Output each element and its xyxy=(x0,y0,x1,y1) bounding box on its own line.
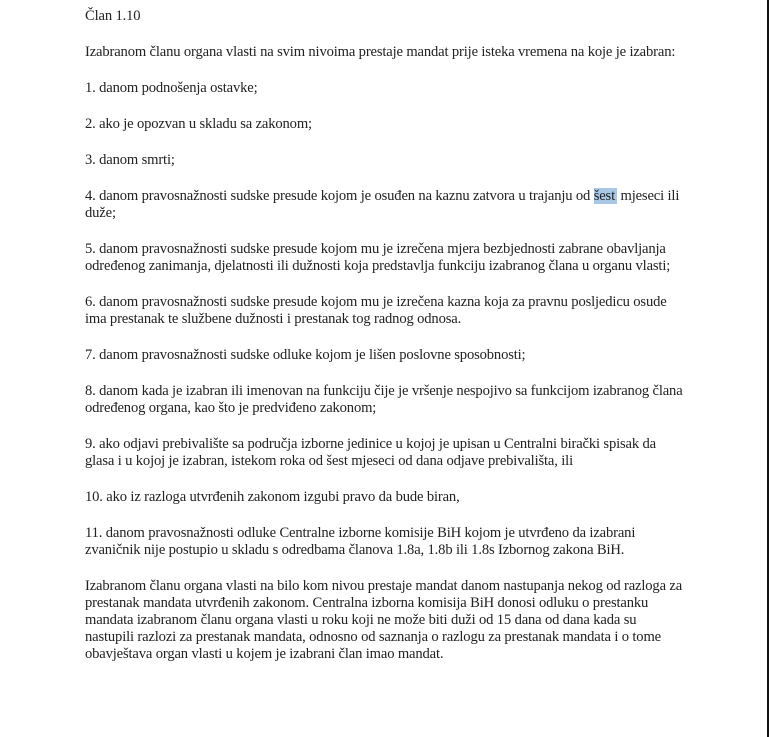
list-item-5: 5. danom pravosnažnosti sudske presude kojom mu je izrečena mjera bezbjednosti zabrane obavljanja određenog zanimanja, djelatnosti ili dužnosti koja predstavlja funkciju izabranog člana u organu vlasti; xyxy=(85,241,671,274)
list-item-10: 10. ako iz razloga utvrđenih zakonom izgubi pravo da bude biran, xyxy=(85,489,460,505)
closing-paragraph: Izabranom članu organa vlasti na bilo kom nivou prestaje mandat danom nastupanja nekog od razloga za prestanak mandata utvrđenih zakonom. Centralna izborna komisija BiH donosi odluku o prestanku mandata izabranom članu organa vlasti u roku koji ne može biti duži od 15 dana od dana kada su nastupili razlozi za prestanak mandata, odnosno od saznanja o razlogu za prestanak mandata i o tome obavještava organ vlasti u kojem je izabrani član imao mandat. xyxy=(85,578,683,662)
article-heading: Član 1.10 xyxy=(85,8,141,24)
document-body[interactable] xyxy=(85,8,685,682)
list-item-1: 1. danom podnošenja ostavke; xyxy=(85,80,258,96)
list-item-6: 6. danom pravosnažnosti sudske presude kojom mu je izrečena kazna koja za pravnu posljedicu osude ima prestanak te službene dužnosti i prestanak tog radnog odnosa. xyxy=(85,294,667,327)
list-item-4-text-before: 4. danom pravosnažnosti sudske presude kojom je osuđen na kaznu zatvora u trajanju od xyxy=(85,188,594,204)
list-item-11: 11. danom pravosnažnosti odluke Centralne izborne komisije BiH kojom je utvrđeno da izabrani zvaničnik nije postupio u skladu s odredbama članova 1.8a, 1.8b ili 1.8s Izbornog zakona BiH. xyxy=(85,525,636,558)
list-item-2: 2. ako je opozvan u skladu sa zakonom; xyxy=(85,116,312,132)
list-item-4 xyxy=(85,188,685,222)
list-item-3: 3. danom smrti; xyxy=(85,152,175,168)
selected-text-highlight[interactable]: šest xyxy=(593,188,615,204)
list-item-9: 9. ako odjavi prebivalište sa područja izborne jedinice u kojoj je upisan u Centralni birački spisak da glasa i u kojoj je izabran, istekom roka od šest mjeseci od dana odjave prebivališta, ili xyxy=(85,436,656,469)
list-item-4-text-after: mjeseci ili duže; xyxy=(85,188,680,221)
list-item-8: 8. danom kada je izabran ili imenovan na funkciju čije je vršenje nespojivo sa funkcijom izabranog člana određenog organa, kao što je predviđeno zakonom; xyxy=(85,383,683,416)
intro-paragraph: Izabranom članu organa vlasti na svim nivoima prestaje mandat prije isteka vremena na koje je izabran: xyxy=(85,44,676,60)
list-item-7: 7. danom pravosnažnosti sudske odluke kojom je lišen poslovne sposobnosti; xyxy=(85,347,526,363)
